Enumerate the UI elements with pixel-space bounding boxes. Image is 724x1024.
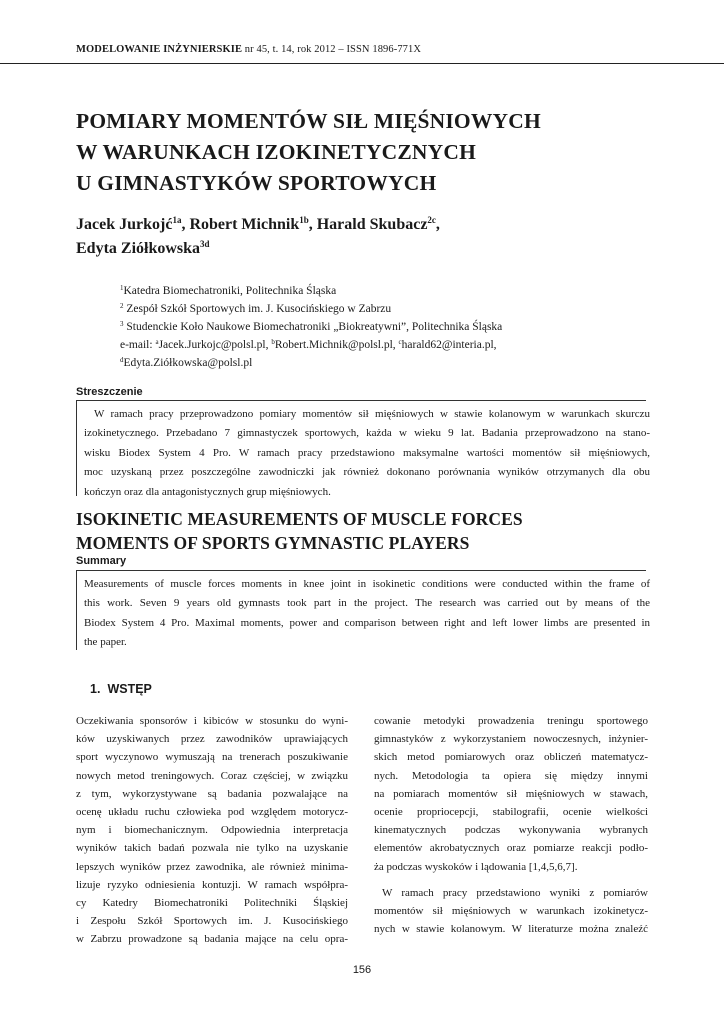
summary-line: this work. Seven 9 years old gymnasts took part in the project. The research was carried out by means of the [84, 597, 650, 610]
journal-details: nr 45, t. 14, rok 2012 – ISSN 1896-771X [244, 44, 422, 55]
body-line: z tym, wykorzystywane są badania pozwalające na [76, 787, 348, 800]
body-line: w Zabrzu prowadzone są badania mające na celu opra- [76, 933, 348, 946]
english-title-line: ISOKINETIC MEASUREMENTS OF MUSCLE FORCES [76, 509, 523, 529]
author-name: Jacek Jurkojć [76, 216, 173, 233]
section-number: 1. [90, 682, 101, 696]
author-sup: 1a [172, 215, 182, 225]
body-line: ża podczas wyskoków i lądowania [1,4,5,6,7]. [374, 860, 578, 873]
body-line: lepszych wyników przez zawodnika, ale również minima- [76, 860, 348, 873]
body-line: ków uzyskiwanych przez zawodników uprawiających [76, 733, 348, 746]
summary-rule [76, 570, 646, 571]
body-line: nych w stawie kolanowym. W literaturze można znaleźć [374, 923, 648, 936]
summary-text [84, 575, 650, 653]
author-sup: 2c [427, 215, 436, 225]
email-link[interactable]: Jacek.Jurkojc@polsl.pl, [158, 339, 272, 351]
streszczenie-side-rule [76, 400, 77, 496]
summary-line: Measurements of muscle forces moments in knee joint in isokinetic conditions were conducted within the frame of [84, 578, 650, 590]
email-line: $^d$Edyta.Ziółkowska@polsl.pl [120, 356, 253, 369]
body-column-left [76, 712, 348, 949]
body-line: wyników takich badań pozwala nie tylko na uzyskanie [76, 842, 348, 855]
email-link[interactable]: harald62@interia.pl, [401, 339, 497, 351]
body-line: gimnastyków z wykorzystaniem nowoczesnych, inżynier- [374, 733, 648, 746]
body-line: momentów sił mięśniowych w warunkach izokinetycz- [374, 905, 648, 918]
body-line: ocenie propriocepcji, stabilografii, ocenie wielkości [374, 806, 648, 819]
author-name: Harald Skubacz [316, 216, 428, 233]
author-sup: 1b [299, 215, 309, 225]
header-rule [0, 63, 724, 64]
abstract-line: W ramach pracy przeprowadzono pomiary momentów sił mięśniowych w stawie kolanowym w warunkach skurczu [94, 408, 650, 420]
body-line: cy Katedry Biomechatroniki Politechniki Śląskiej [76, 897, 348, 910]
title-line: U GIMNASTYKÓW SPORTOWYCH [76, 171, 437, 195]
email-line: e-mail: $^a$Jacek.Jurkojc@polsl.pl, $^b$Robert.Michnik@polsl.pl, $^c$harald62@interia.pl, [120, 338, 497, 351]
streszczenie-label: Streszczenie [76, 386, 143, 398]
abstract-line: izokinetycznego. Przebadano 7 gimnastyczek sportowych, każda w wieku 9 lat. Badania przeprowadzono na stano- [84, 427, 650, 440]
body-line: kinematycznych podczas wykonywania wybranych [374, 824, 648, 837]
body-line: nym i biomechanicznym. Odpowiednia interpretacja [76, 824, 348, 837]
streszczenie-text [84, 405, 650, 502]
body-line: lizuje ryzyko odniesienia kontuzji. W ramach współpra- [76, 878, 348, 891]
title-line: POMIARY MOMENTÓW SIŁ MIĘŚNIOWYCH [76, 109, 541, 133]
abstract-line: moc uzyskaną przez poszczególne zawodniczki jak również dokonano porównania wyników otrzymanych dla obu [84, 466, 650, 479]
english-title-line: MOMENTS OF SPORTS GYMNASTIC PLAYERS [76, 533, 470, 553]
abstract-line: wisku Biodex System 4 Pro. W ramach pracy przedstawiono maksymalne wartości momentów sił mięśniowych, [84, 446, 650, 459]
body-line: na pomiarach momentów sił mięśniowych w stawach, [374, 787, 648, 800]
affiliation-line: $^1$Katedra Biomechatroniki, Politechnika Śląska [120, 284, 337, 297]
body-line: i Zespołu Szkół Sportowych im. J. Kusocińskiego [76, 915, 348, 928]
author-name: Robert Michnik [189, 216, 300, 233]
body-column-right [374, 712, 648, 938]
abstract-line: kończyn oraz dla antagonistycznych grup mięśniowych. [84, 485, 331, 498]
affiliation-line: $^3$ Studenckie Koło Naukowe Biomechatroniki „Biokreatywni”, Politechnika Śląska [120, 320, 503, 333]
author-name: Edyta Ziółkowska [76, 240, 201, 257]
author-sup: 3d [200, 239, 210, 249]
body-line: nowych metod treningowych. Coraz częściej, w związku [76, 769, 348, 782]
streszczenie-rule [76, 400, 646, 401]
title-line: W WARUNKACH IZOKINETYCZNYCH [76, 140, 477, 164]
summary-side-rule [76, 570, 77, 650]
section-title: WSTĘP [107, 682, 152, 696]
journal-name: MODELOWANIE INŻYNIERSKIE [76, 44, 243, 55]
body-line: W ramach pracy przedstawiono wyniki z pomiarów [382, 886, 648, 899]
email-link[interactable]: Edyta.Ziółkowska@polsl.pl [123, 357, 253, 369]
section-heading [90, 682, 152, 696]
body-line: elementów akrobatycznych oraz pomiarze reakcji podło- [374, 842, 648, 855]
affiliation-line: $^2$ Zespół Szkół Sportowych im. J. Kusocińskiego w Zabrzu [120, 302, 392, 315]
page-number: 156 [352, 964, 372, 976]
summary-label: Summary [76, 555, 127, 567]
english-title [76, 507, 523, 555]
journal-header [76, 44, 421, 55]
summary-line: the paper. [84, 636, 127, 649]
email-link[interactable]: Robert.Michnik@polsl.pl, [274, 339, 399, 351]
summary-line: Biodex System 4 Pro. Maximal moments, power and comparison between right and left lower limbs are presented in [84, 616, 650, 629]
paper-title [76, 106, 676, 199]
body-line: cowanie metodyki prowadzenia treningu sportowego [374, 715, 648, 727]
body-line: nych. Metodologia ta opiera się między innymi [374, 769, 648, 782]
body-line: skich metod pomiarowych oraz obliczeń matematycz- [374, 751, 648, 764]
body-line: ocenę układu ruchu człowieka pod względem motorycz- [76, 806, 348, 819]
body-line: sport wyczynowo wymuszają na trenerach poszukiwanie [76, 751, 348, 764]
author-list: Jacek Jurkojć$^{1a}$, Robert Michnik$^{1b}$, Harald Skubacz$^{2c}$, Edyta Ziółkowska$^{3d}$ [76, 215, 440, 257]
affiliations [120, 282, 502, 372]
body-line: Oczekiwania sponsorów i kibiców w stosunku do wyni- [76, 715, 348, 727]
